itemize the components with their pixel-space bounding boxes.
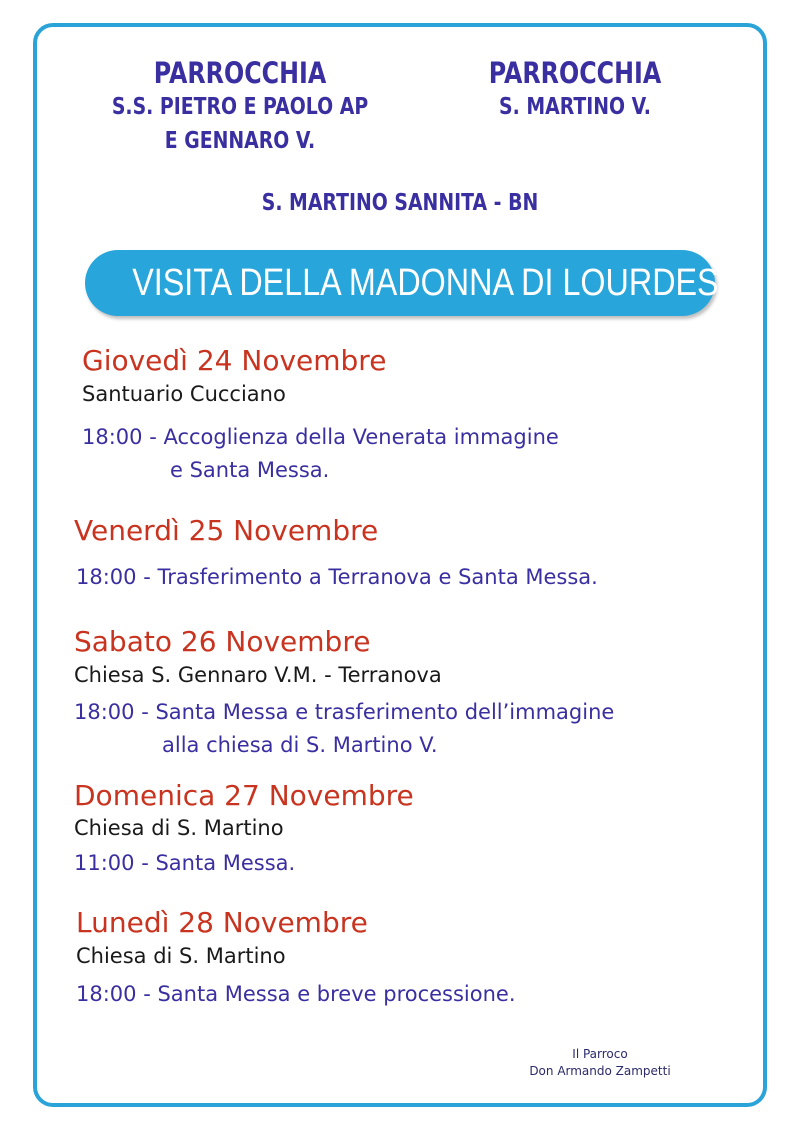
time-entry	[74, 697, 614, 727]
time-line: 18:00 - Santa Messa e trasferimento dell’immagine	[74, 700, 615, 724]
time-entry-continuation	[162, 730, 438, 760]
time-entry	[74, 848, 295, 878]
signature-name: Don Armando Zampetti	[529, 1064, 671, 1078]
time-entry	[82, 422, 559, 452]
left-parish-line1: S.S. PIETRO E PAOLO AP	[111, 94, 369, 120]
time-line: 18:00 - Trasferimento a Terranova e Santa Messa.	[76, 565, 598, 589]
place-name: Chiesa di S. Martino	[76, 944, 286, 968]
time-line: 18:00 - Accoglienza della Venerata immagine	[82, 425, 559, 449]
signature-role: Il Parroco	[572, 1047, 628, 1061]
time-line: alla chiesa di S. Martino V.	[162, 733, 438, 757]
left-parish-line2: E GENNARO V.	[164, 128, 316, 154]
town-name: S. MARTINO SANNITA - BN	[261, 190, 539, 216]
place-name: Santuario Cucciano	[82, 382, 286, 406]
place-name: Chiesa di S. Martino	[74, 816, 284, 840]
day-heading: Lunedì 28 Novembre	[76, 906, 368, 939]
day-heading: Venerdì 25 Novembre	[74, 514, 379, 547]
event-title: VISITA DELLA MADONNA DI LOURDES	[132, 262, 719, 304]
left-parish-header	[109, 56, 371, 158]
right-parish-line1: S. MARTINO V.	[499, 94, 651, 120]
time-line: 18:00 - Santa Messa e breve processione.	[76, 982, 516, 1006]
place-name: Chiesa S. Gennaro V.M. - Terranova	[74, 663, 442, 687]
time-line: e Santa Messa.	[170, 458, 330, 482]
right-parish-label: PARROCCHIA	[488, 56, 662, 90]
day-heading: Sabato 26 Novembre	[74, 625, 371, 658]
time-entry	[76, 979, 516, 1009]
left-parish-label: PARROCCHIA	[153, 56, 327, 90]
time-line: 11:00 - Santa Messa.	[74, 851, 296, 875]
time-entry	[76, 562, 598, 592]
title-banner	[85, 250, 719, 316]
signature-block	[500, 1046, 700, 1080]
time-entry-continuation	[170, 455, 329, 485]
day-heading: Giovedì 24 Novembre	[82, 344, 387, 377]
right-parish-header	[468, 56, 681, 124]
day-heading: Domenica 27 Novembre	[74, 779, 414, 812]
